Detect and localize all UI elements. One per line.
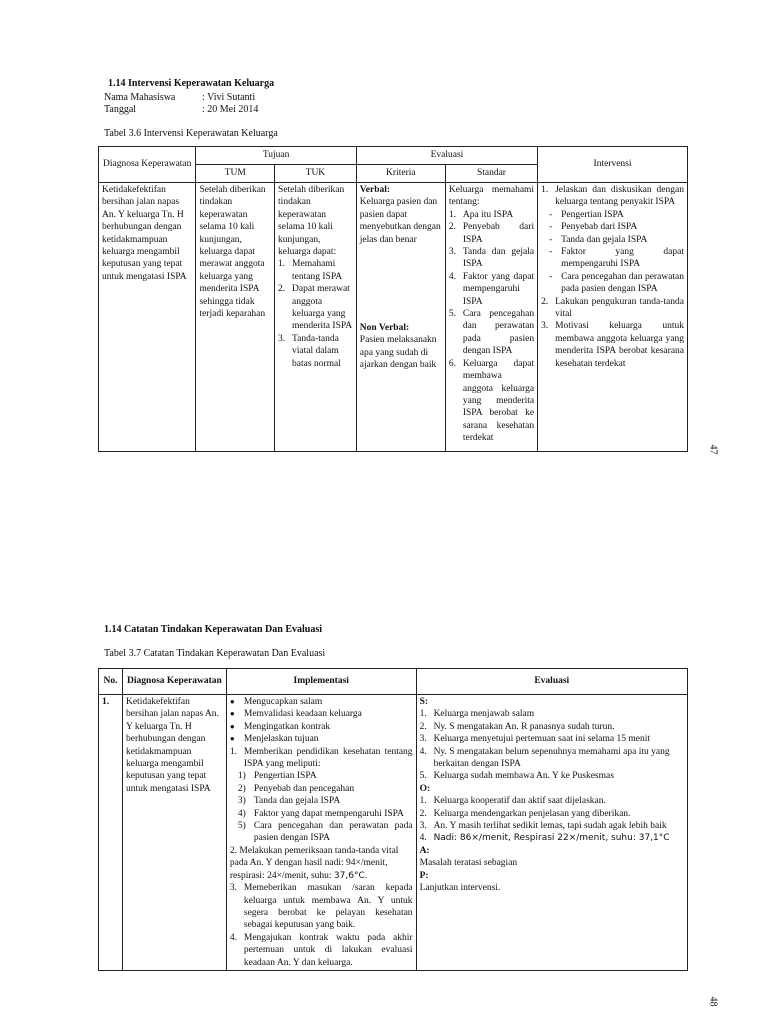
- table-caption: Tabel 3.7 Catatan Tindakan Keperawatan Dan Evaluasi: [104, 648, 326, 659]
- cell-standar: Keluarga memahami tentang: 1. Apa itu ISPA 2. Penyebab dari ISPA 3. Tanda dan gejala ISPA 4. Faktor yang dapat mempengaruhi ISPA 5. Cara pencegahan dan perawatan pada pasien dengan ISPA 6. Keluarga dapat membawa anggota keluarga yang menderita ISPA berobat ke sarana kesehatan terdekat: [445, 183, 537, 452]
- meta-tanggal: Tanggal : 20 Mei 2014: [104, 104, 259, 115]
- cell-diagnosa: Ketidakefektifan bersihan jalan napas An. Y keluarga Tn. H berhubungan dengan ketidakmampuan keluarga mengambil keputusan yang tepat untuk mengatasi ISPA: [122, 695, 226, 971]
- cell-tuk: Setelah diberikan tindakan keperawatan selama 10 kali kunjungan, keluarga dapat: 1. Memahami tentang ISPA 2. Dapat merawat anggota keluarga yang menderita ISPA 3. Tanda-tanda viatal dalam batas normal: [275, 183, 357, 452]
- cell-intervensi: 1. Jelaskan dan diskusikan dengan keluarga tentang penyakit ISPA - Pengertian ISPA - Penyebab dari ISPA - Tanda dan gejala ISPA - Faktor yang dapat mempengaruhi ISPA - Cara pencegahan dan perawatan pada pasien dengan ISPA 2. Lakukan pengukuran tanda-tanda vital 3. Motivasi keluarga untuk membawa anggota keluarga yang menderita ISPA berobat kesarana kesehatan terdekat: [538, 183, 688, 452]
- section-title: 1.14 Catatan Tindakan Keperawatan Dan Evaluasi: [104, 624, 323, 635]
- cell-tum: Setelah diberikan tindakan keperawatan selama 10 kali kunjungan, keluarga dapat merawat anggota keluarga yang menderita ISPA sehingga tidak terjadi keparahan: [196, 183, 275, 452]
- cell-evaluasi: S: 1. Keluarga menjawab salam 2. Ny. S mengatakan An. R panasnya sudah turun. 3. Keluarga menyetujui pertemuan saat ini selama 15 menit 4. Ny. S mengatakan belum sepenuhnya memahami apa itu yang berkaitan dengan ISPA 5. Keluarga sudah membawa An. Y ke Puskesmas O: 1. Keluarga kooperatif dan aktif saat dijelaskan. 2. Keluarga mendengarkan penjelasan yang diberikan. 3. An. Y masih terlihat sedikit lemas, tapi sudah agak lebih baik 4. Nadi: 86×/menit, Respirasi 22×/menit, suhu: 37,1°C A: Masalah teratasi sebagian P: Lanjutkan intervensi.: [416, 695, 687, 971]
- header-tuk: TUK: [275, 165, 357, 183]
- header-evaluasi: Evaluasi: [356, 147, 537, 165]
- page-48: [0, 512, 768, 1024]
- header-evaluasi: Evaluasi: [416, 669, 687, 695]
- header-no: No.: [99, 669, 123, 695]
- page-number: 47: [707, 444, 719, 455]
- section-title: 1.14 Intervensi Keperawatan Keluarga: [108, 78, 275, 89]
- meta-nama: Nama Mahasiswa : Vivi Sutanti: [104, 92, 256, 103]
- header-intervensi: Intervensi: [538, 147, 688, 183]
- header-standar: Standar: [445, 165, 537, 183]
- header-diagnosa: Diagnosa Keperawatan: [99, 147, 196, 183]
- header-diagnosa: Diagnosa Keperawatan: [122, 669, 226, 695]
- cell-no: 1.: [99, 695, 123, 971]
- header-tum: TUM: [196, 165, 275, 183]
- page-number: 48: [707, 996, 719, 1007]
- header-kriteria: Kriteria: [356, 165, 445, 183]
- cell-kriteria: Verbal: Keluarga pasien dan pasien dapat menyebutkan dengan jelas dan benar Non Verbal: Pasien melaksanakn apa yang sudah di ajarkan dengan baik: [356, 183, 445, 452]
- catatan-table: [98, 668, 688, 971]
- table-caption: Tabel 3.6 Intervensi Keperawatan Keluarga: [104, 128, 278, 139]
- intervensi-table: [98, 146, 688, 452]
- cell-implementasi: ● Mengucapkan salam ● Memvalidasi keadaan keluarga ● Mengingatkan kontrak ● Menjelaskan tujuan 1. Memberikan pendidikan kesehatan tentang ISPA yang meliputi: 1) Pengertian ISPA 2) Penyebab dan pencegahan 3) Tanda dan gejala ISPA 4) Faktor yang dapat mempengaruhi ISPA 5) Cara pencegahan dan perawatan pada pasien dengan ISPA 2. Melakukan pemeriksaan tanda-tanda vital pada An. Y dengan hasil nadi: 94×/menit, respirasi: 24×/menit, suhu: 37,6°C. 3. Memeberikan masukan /saran kepada keluarga untuk membawa An. Y untuk segera berobat ke pelayan kesehatan sebagai keputusan yang baik. 4. Mengajukan kontrak waktu pada akhir pertemuan untuk di lakukan evaluasi keadaan An. Y dan keluarga.: [226, 695, 416, 971]
- header-implementasi: Implementasi: [226, 669, 416, 695]
- header-tujuan: Tujuan: [196, 147, 356, 165]
- cell-diagnosa: Ketidakefektifan bersihan jalan napas An. Y keluarga Tn. H berhubungan dengan ketidakmampuan keluarga mengambil keputusan yang tepat untuk mengatasi ISPA: [99, 183, 196, 452]
